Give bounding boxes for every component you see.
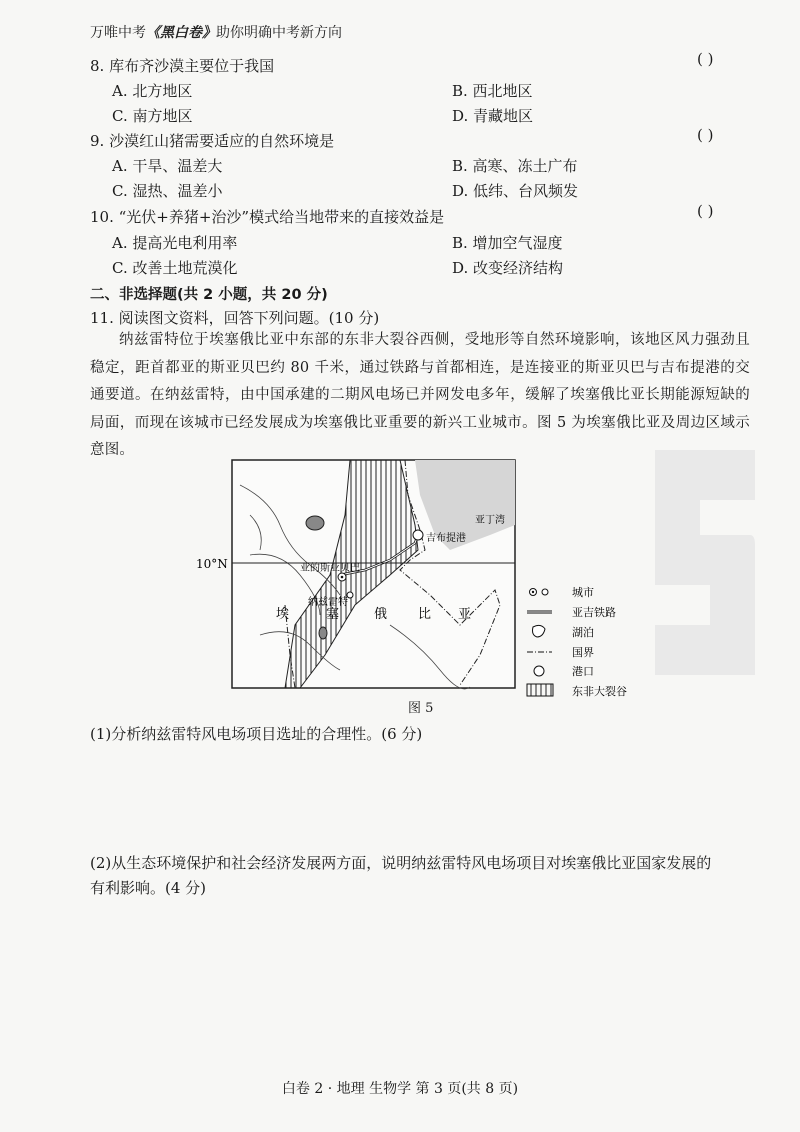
q8-option-d: D. 青藏地区	[452, 107, 534, 125]
q8-option-c: C. 南方地区	[112, 107, 193, 125]
q8-option-a: A. 北方地区	[112, 82, 193, 100]
question-11-paragraph: 纳兹雷特位于埃塞俄比亚中东部的东非大裂谷西侧，受地形等自然环境影响，该地区风力强劲且稳定，距首都亚的斯亚贝巴约 80 千米，通过铁路与首都相连，是连接亚的斯亚贝巴与吉布提港的交通要道。在纳兹雷特，由中国承建的二期风电场已并网发电多年，缓解了埃塞俄比亚长期能源短缺的局面，而现在该城市已经发展成为埃塞俄比亚重要的新兴工业城市。图 5 为埃塞俄比亚及周边区域示意图。	[90, 332, 750, 458]
page-header	[90, 22, 342, 42]
legend-lake: 湖泊	[572, 626, 594, 639]
q10-option-d: D. 改变经济结构	[452, 259, 564, 277]
question-10-stem: 10. “光伏+养猪+治沙”模式给当地带来的直接效益是	[90, 208, 445, 226]
q9-option-c: C. 湿热、温差小	[112, 182, 223, 200]
port-djibouti	[413, 530, 423, 540]
label-addis: 亚的斯亚贝巴	[300, 563, 360, 574]
lat-label: 10°N	[196, 557, 228, 571]
country-char: 塞	[326, 607, 340, 622]
background-watermark	[640, 440, 760, 690]
legend-port: 港口	[572, 665, 594, 678]
label-gulf: 亚丁湾	[475, 515, 505, 526]
legend-city: 城市	[572, 586, 594, 599]
figure-5-map	[190, 455, 660, 715]
header-suffix: 助你明确中考新方向	[216, 25, 342, 41]
lake	[306, 516, 324, 530]
q10-option-a: A. 提高光电利用率	[112, 234, 238, 252]
question-8-stem: 8. 库布齐沙漠主要位于我国	[90, 57, 275, 75]
q9-option-d: D. 低纬、台风频发	[452, 182, 579, 200]
q11-subquestion-2-line1: (2)从生态环境保护和社会经济发展两方面，说明纳兹雷特风电场项目对埃塞俄比亚国家发展的	[90, 854, 712, 872]
lake	[319, 627, 327, 639]
legend-border: 国界	[572, 646, 594, 659]
map-legend	[527, 586, 627, 698]
country-char: 埃	[276, 607, 290, 622]
legend-railway: 亚吉铁路	[572, 606, 616, 619]
q10-option-b: B. 增加空气湿度	[452, 234, 563, 252]
answer-paren-10: ( )	[697, 202, 714, 220]
figure-caption: 图 5	[408, 701, 434, 716]
header-brand: 《黑白卷》	[146, 25, 216, 41]
answer-paren-9: ( )	[697, 126, 714, 144]
answer-paren-8: ( )	[697, 50, 714, 68]
label-nazret: 纳兹雷特	[308, 597, 348, 608]
country-char: 比	[418, 607, 432, 622]
legend-rift: 东非大裂谷	[572, 685, 627, 698]
section-2-title: 二、非选择题(共 2 小题，共 20 分)	[90, 287, 328, 303]
q11-subquestion-1: (1)分析纳兹雷特风电场项目选址的合理性。(6 分)	[90, 725, 423, 743]
question-11-stem: 11. 阅读图文资料，回答下列问题。(10 分)	[90, 309, 380, 327]
q11-subquestion-2-line2: 有利影响。(4 分)	[90, 879, 207, 897]
label-djibouti: 吉布提港	[426, 533, 466, 544]
header-prefix: 万唯中考	[90, 25, 146, 41]
q9-option-b: B. 高寒、冻土广布	[452, 157, 578, 175]
q10-option-c: C. 改善土地荒漠化	[112, 259, 238, 277]
question-9-stem: 9. 沙漠红山猪需要适应的自然环境是	[90, 132, 335, 150]
country-char: 俄	[374, 607, 388, 622]
q8-option-b: B. 西北地区	[452, 82, 533, 100]
country-char: 亚	[458, 607, 472, 622]
page-footer: 白卷 2 · 地理 生物学 第 3 页(共 8 页)	[281, 1081, 519, 1097]
q9-option-a: A. 干旱、温差大	[112, 157, 223, 175]
